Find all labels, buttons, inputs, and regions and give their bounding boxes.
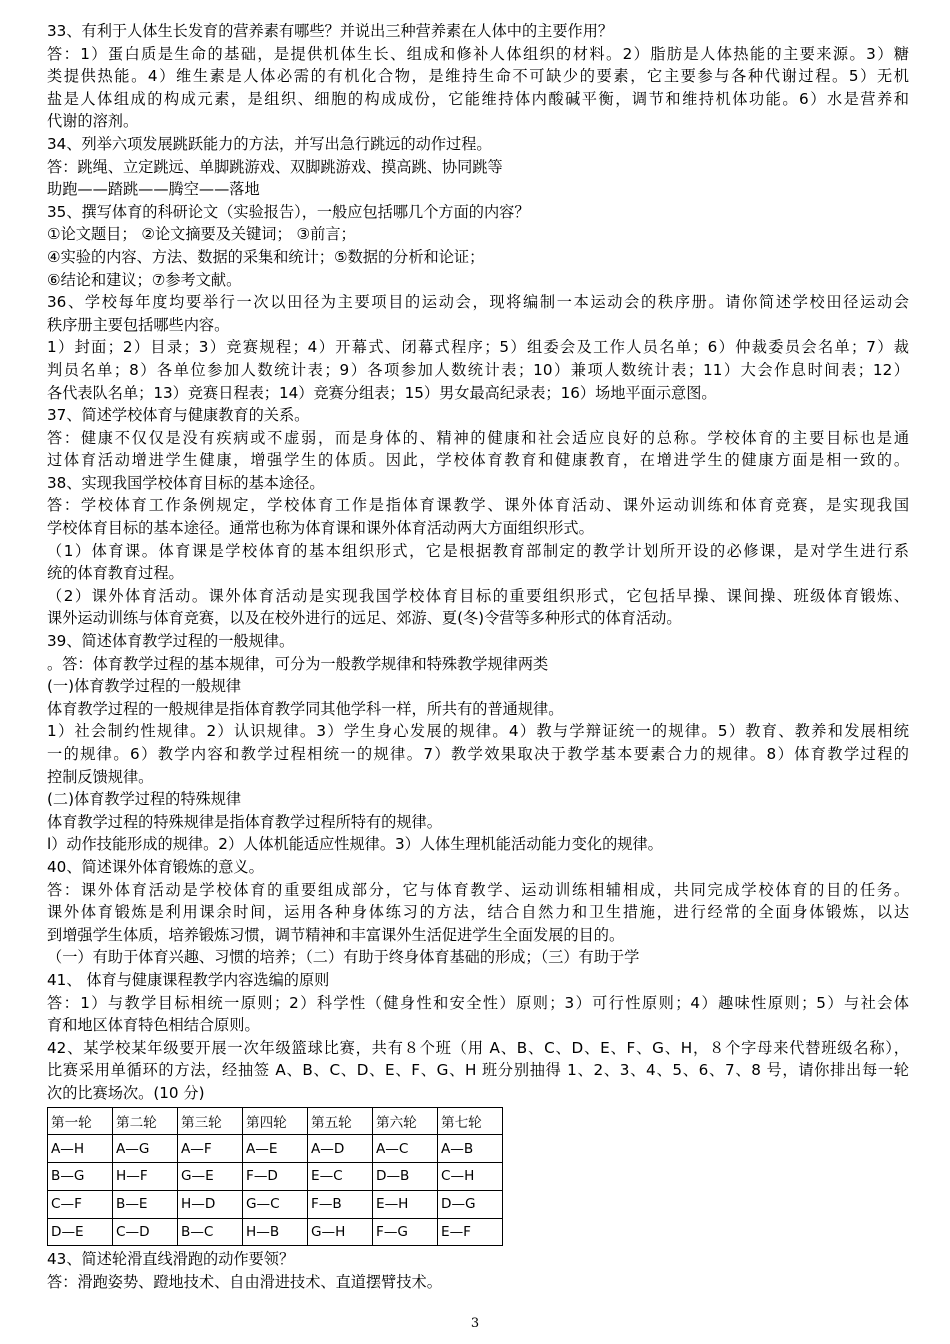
text-line: ①论文题目； ②论文摘要及关键词； ③前言； <box>47 225 356 244</box>
text-line: 一的规律。6）教学内容和教学过程相统一的规律。7）教学效果取决于教学基本要素合力的规律。8）体育教学过程的 <box>47 745 909 763</box>
text-line: 33、有利于人体生长发育的营养素有哪些？并说出三种营养素在人体中的主要作用？ <box>47 22 614 40</box>
text-line: 代谢的溶剂。 <box>47 112 139 131</box>
text-line: (一)体育教学过程的一般规律 <box>47 677 242 696</box>
table-cell: A—G <box>113 1135 178 1163</box>
table-header-row <box>48 1107 503 1135</box>
text-line: 38、实现我国学校体育目标的基本途径。 <box>47 473 325 492</box>
table-cell: D—E <box>48 1218 113 1246</box>
table-cell: D—G <box>438 1190 503 1218</box>
text-line: 答：课外体育活动是学校体育的重要组成部分，它与体育教学、运动训练相辅相成，共同完成学校体育的目的任务。 <box>47 880 909 899</box>
table-cell: E—C <box>308 1163 373 1191</box>
text-line: 判员名单；8）各单位参加人数统计表；9）各项参加人数统计表；10）兼项人数统计表；11）大会作息时间表；12） <box>47 360 909 379</box>
table-cell: A—E <box>243 1135 308 1163</box>
table-header-cell: 第四轮 <box>243 1107 308 1135</box>
table-header-cell: 第三轮 <box>178 1107 243 1135</box>
table-cell: B—C <box>178 1218 243 1246</box>
text-line: 过体育活动增进学生健康，增强学生的体质。因此，学校体育教育和健康教育，在增进学生的健康方面是相一致的。 <box>47 451 909 470</box>
page-number: 3 <box>470 1316 480 1331</box>
text-line: 37、简述学校体育与健康教育的关系。 <box>47 406 310 425</box>
text-line: （一）有助于体育兴趣、习惯的培养；（二）有助于终身体育基础的形成；（三）有助于学 <box>47 948 640 967</box>
table-row <box>48 1218 503 1246</box>
table-cell: G—H <box>308 1218 373 1246</box>
table-cell: E—H <box>373 1190 438 1218</box>
text-line: 36、学校每年度均要举行一次以田径为主要项目的运动会，现将编制一本运动会的秩序册。请你简述学校田径运动会 <box>47 293 909 312</box>
text-line: 39、简述体育教学过程的一般规律。 <box>47 632 295 651</box>
table-cell: A—F <box>178 1135 243 1163</box>
table-cell: F—G <box>373 1218 438 1246</box>
table-cell: C—D <box>113 1218 178 1246</box>
text-line: 到增强学生体质，培养锻炼习惯，调节精神和丰富课外生活促进学生全面发展的目的。 <box>47 925 625 944</box>
table-cell: B—E <box>113 1190 178 1218</box>
table-cell: H—F <box>113 1163 178 1191</box>
text-line: (二)体育教学过程的特殊规律 <box>47 790 242 809</box>
text-line: （2）课外体育活动。课外体育活动是实现我国学校体育目标的重要组织形式，它包括早操、课间操、班级体育锻炼、 <box>47 586 909 605</box>
rounds-table-wrapper <box>47 1107 909 1247</box>
document-body <box>47 20 909 1294</box>
text-block-before-table <box>47 20 909 1105</box>
text-line: 统的体育教育过程。 <box>47 564 184 583</box>
table-cell: G—E <box>178 1163 243 1191</box>
text-line: 控制反馈规律。 <box>47 767 154 786</box>
text-line: 40、简述课外体育锻炼的意义。 <box>47 857 264 876</box>
text-line: 育和地区体育特色相结合原则。 <box>47 1016 260 1035</box>
text-line: 41、 体育与健康课程教学内容选编的原则 <box>47 970 330 989</box>
text-line: 答：健康不仅仅是没有疾病或不虚弱，而是身体的、精神的健康和社会适应良好的总称。学校体育的主要目标也是通 <box>47 428 909 447</box>
table-header-cell: 第七轮 <box>438 1107 503 1135</box>
table-cell: A—D <box>308 1135 373 1163</box>
text-line: （1）体育课。体育课是学校体育的基本组织形式，它是根据教育部制定的教学计划所开设的必修课，是对学生进行系 <box>47 541 909 560</box>
text-line: 1）社会制约性规律。2）认识规律。3）学生身心发展的规律。4）教与学辩证统一的规律。5）教育、教养和发展相统 <box>47 722 909 741</box>
table-body <box>48 1135 503 1246</box>
text-line: 。答：体育教学过程的基本规律，可分为一般教学规律和特殊教学规律两类 <box>47 654 549 673</box>
text-line: 答：跳绳、立定跳远、单脚跳游戏、双脚跳游戏、摸高跳、协同跳等 <box>47 157 503 176</box>
table-cell: H—D <box>178 1190 243 1218</box>
text-line: 答：滑跑姿势、蹬地技术、自由滑进技术、直道摆臂技术。 <box>47 1273 442 1292</box>
text-line: 学校体育目标的基本途径。通常也称为体育课和课外体育活动两大方面组织形式。 <box>47 519 594 538</box>
table-row <box>48 1190 503 1218</box>
text-line: l）动作技能形成的规律。2）人体机能适应性规律。3）人体生理机能活动能力变化的规律。 <box>47 835 663 854</box>
text-line: ⑥结论和建议；⑦参考文献。 <box>47 270 242 289</box>
text-line: 答：学校体育工作条例规定，学校体育工作是指体育课教学、课外体育活动、课外运动训练和体育竞赛，是实现我国 <box>47 496 909 515</box>
text-line: 体育教学过程的一般规律是指体育教学同其他学科一样，所共有的普通规律。 <box>47 699 564 718</box>
text-line: 答：1）与教学目标相统一原则；2）科学性（健身性和安全性）原则；3）可行性原则；4）趣味性原则；5）与社会体 <box>47 993 909 1012</box>
table-header-cell: 第六轮 <box>373 1107 438 1135</box>
table-row <box>48 1135 503 1163</box>
table-cell: F—B <box>308 1190 373 1218</box>
text-line: 1）封面；2）目录；3）竞赛规程；4）开幕式、闭幕式程序；5）组委会及工作人员名单；6）仲裁委员会名单；7）裁 <box>47 338 909 357</box>
text-line: 次的比赛场次。(10 分) <box>47 1083 205 1102</box>
text-line: 类提供热能。4）维生素是人体必需的有机化合物，是维持生命不可缺少的要素，它主要参与各种代谢过程。5）无机 <box>47 67 909 86</box>
text-line: 助跑——踏跳——腾空——落地 <box>47 180 260 199</box>
table-cell: H—B <box>243 1218 308 1246</box>
text-line: 体育教学过程的特殊规律是指体育教学过程所特有的规律。 <box>47 812 442 831</box>
table-header-cell: 第二轮 <box>113 1107 178 1135</box>
text-line: 各代表队名单；13）竞赛日程表；14）竞赛分组表；15）男女最高纪录表；16）场地平面示意图。 <box>47 383 717 402</box>
rounds-table <box>47 1107 503 1247</box>
text-line: 42、某学校某年级要开展一次年级篮球比赛，共有８个班（用 A、B、C、D、E、F、G、H，８个字母来代替班级名称）， <box>47 1038 909 1057</box>
text-block-after-table <box>47 1248 909 1293</box>
text-line: 35、撰写体育的科研论文（实验报告），一般应包括哪几个方面的内容？ <box>47 202 530 221</box>
table-cell: D—B <box>373 1163 438 1191</box>
table-cell: E—F <box>438 1218 503 1246</box>
table-cell: F—D <box>243 1163 308 1191</box>
table-row <box>48 1163 503 1191</box>
table-header-cell: 第五轮 <box>308 1107 373 1135</box>
table-cell: C—H <box>438 1163 503 1191</box>
text-line: 课外运动训练与体育竞赛，以及在校外进行的远足、郊游、夏(冬)令营等多种形式的体育活动。 <box>47 609 682 628</box>
text-line: 比赛采用单循环的方法，经抽签 A、B、C、D、E、F、G、H 班分别抽得 1、2、3、4、5、6、7、8 号，请你排出每一轮 <box>47 1061 909 1080</box>
table-header-cell: 第一轮 <box>48 1107 113 1135</box>
text-line: 34、列举六项发展跳跃能力的方法，并写出急行跳远的动作过程。 <box>47 134 492 153</box>
text-line: 43、简述轮滑直线滑跑的动作要领？ <box>47 1250 295 1269</box>
text-line: 答：1）蛋白质是生命的基础，是提供机体生长、组成和修补人体组织的材料。2）脂肪是人体热能的主要来源。3）糖 <box>47 44 909 63</box>
table-cell: B—G <box>48 1163 113 1191</box>
text-line: 盐是人体组成的构成元素，是组织、细胞的构成成份，它能维持体内酸碱平衡，调节和维持机体功能。6）水是营养和 <box>47 89 909 108</box>
text-line: ④实验的内容、方法、数据的采集和统计；⑤数据的分析和论证； <box>47 247 485 266</box>
text-line: 课外体育锻炼是利用课余时间，运用各种身体练习的方法，结合自然力和卫生措施，进行经常的全面身体锻炼，以达 <box>47 903 909 922</box>
table-cell: A—C <box>373 1135 438 1163</box>
table-cell: A—B <box>438 1135 503 1163</box>
table-cell: A—H <box>48 1135 113 1163</box>
table-cell: G—C <box>243 1190 308 1218</box>
text-line: 秩序册主要包括哪些内容。 <box>47 315 230 334</box>
table-cell: C—F <box>48 1190 113 1218</box>
